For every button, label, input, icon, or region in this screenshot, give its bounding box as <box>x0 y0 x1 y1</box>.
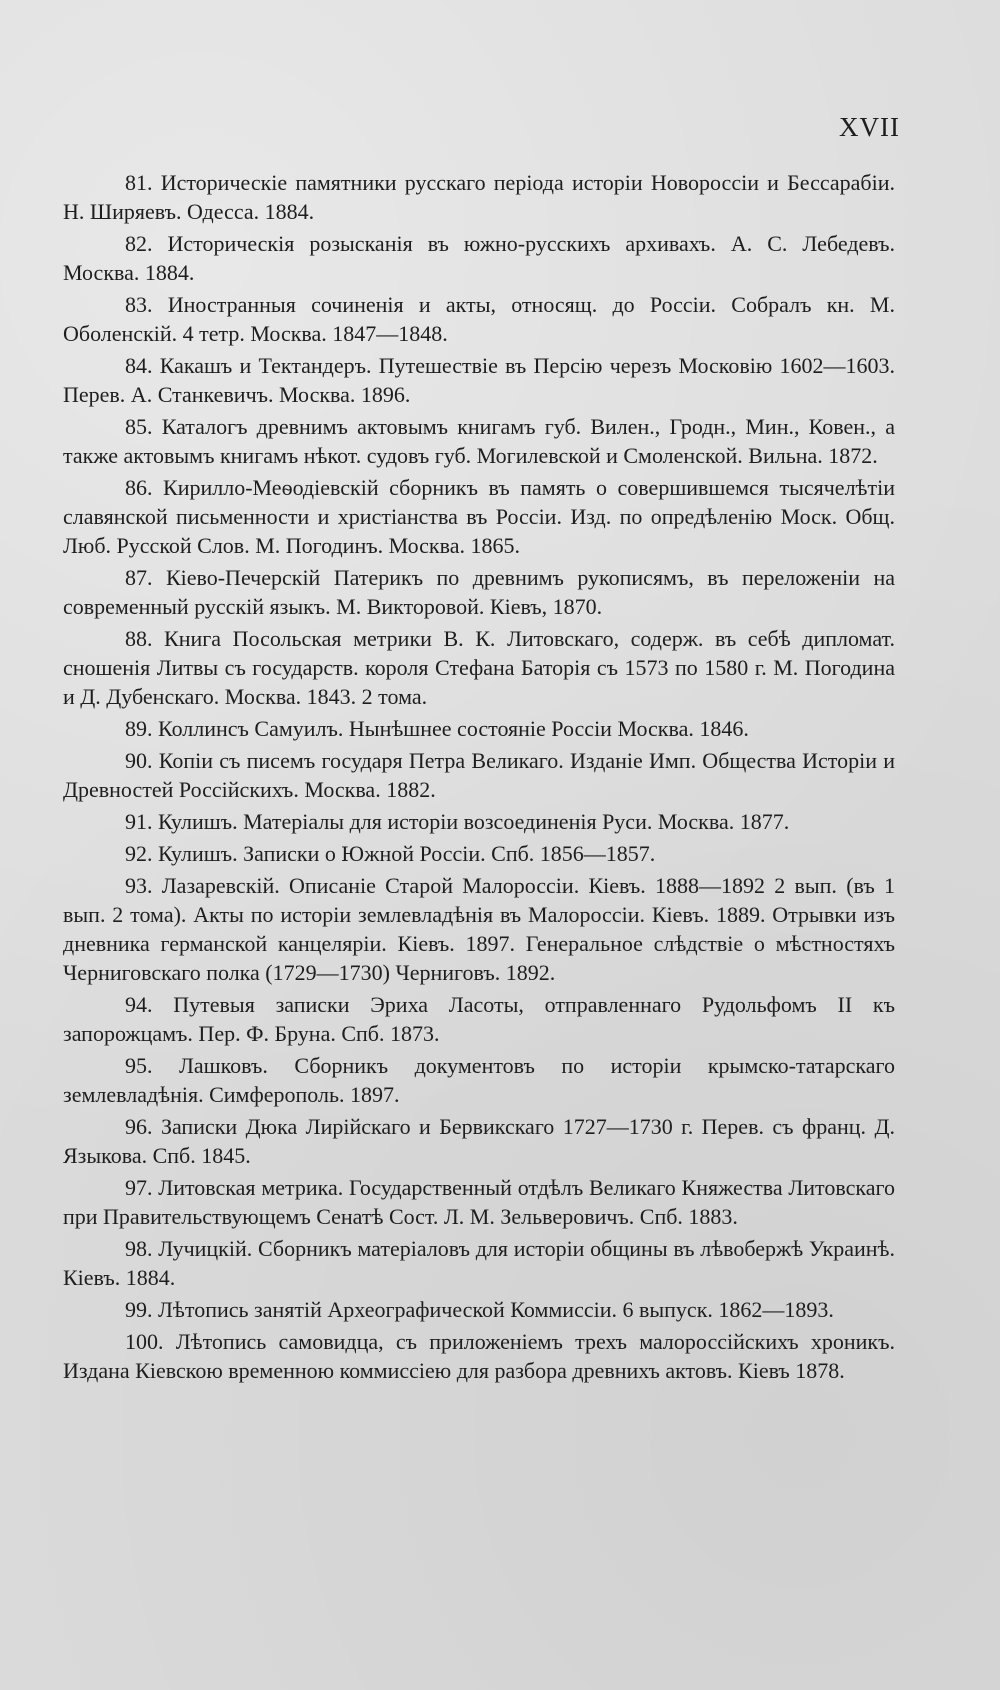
bibliography-entry: 100. Лѣтопись самовидца, съ приложеніемъ трехъ малороссійскихъ хроникъ. Издана Кіевскою временною коммиссіею для разбора древнихъ актовъ. Кіевъ 1878. <box>63 1329 895 1383</box>
bibliography-entry: 90. Копіи съ писемъ государя Петра Великаго. Изданіе Имп. Общества Исторіи и Древностей Россійскихъ. Москва. 1882. <box>63 748 895 802</box>
bibliography-entry: 84. Какашъ и Тектандеръ. Путешествіе въ Персію черезъ Московію 1602—1603. Перев. А. Станкевичъ. Москва. 1896. <box>63 353 895 407</box>
bibliography-entry: 95. Лашковъ. Сборникъ документовъ по исторіи крымско-татарскаго землевладѣнія. Симферополь. 1897. <box>63 1053 895 1107</box>
bibliography-entry: 83. Иностранныя сочиненія и акты, относящ. до Россіи. Собралъ кн. М. Оболенскій. 4 тетр. Москва. 1847—1848. <box>63 292 895 346</box>
bibliography-entry: 85. Каталогъ древнимъ актовымъ книгамъ губ. Вилен., Гродн., Мин., Ковен., а также актовымъ книгамъ нѣкот. судовъ губ. Могилевской и Смоленской. Вильна. 1872. <box>63 414 895 468</box>
bibliography-entry: 88. Книга Посольская метрики В. К. Литовскаго, содерж. въ себѣ дипломат. сношенія Литвы съ государств. короля Стефана Баторія съ 1573 по 1580 г. М. Погодина и Д. Дубенскаго. Москва. 1843. 2 тома. <box>63 626 895 709</box>
bibliography-entry: 92. Кулишъ. Записки о Южной Россіи. Спб. 1856—1857. <box>125 841 656 866</box>
bibliography-entry: 98. Лучицкій. Сборникъ матеріаловъ для исторіи общины въ лѣвобержѣ Украинѣ. Кіевъ. 1884. <box>63 1236 895 1290</box>
bibliography-entry: 91. Кулишъ. Матеріалы для исторіи возсоединенія Руси. Москва. 1877. <box>125 809 790 834</box>
bibliography-entry: 89. Коллинсъ Самуилъ. Нынѣшнее состояніе Россіи Москва. 1846. <box>125 716 749 741</box>
bibliography-entry: 86. Кирилло-Меѳодіевскій сборникъ въ память о совершившемся тысячелѣтіи славянской письменности и христіанства въ Россіи. Изд. по опредѣленію Моск. Общ. Люб. Русской Слов. М. Погодинъ. Москва. 1865. <box>63 475 895 558</box>
bibliography-entry: 81. Историческіе памятники русскаго періода исторіи Новороссіи и Бессарабіи. Н. Ширяевъ. Одесса. 1884. <box>63 170 895 224</box>
bibliography-entry: 93. Лазаревскій. Описаніе Старой Малороссіи. Кіевъ. 1888—1892 2 вып. (въ 1 вып. 2 тома). Акты по исторіи землевладѣнія въ Малороссіи. Кіевъ. 1889. Отрывки изъ дневника германской канцеляріи. Кіевъ. 1897. Генеральное слѣдствіе о мѣстностяхъ Черниговскаго полка (1729—1730) Черниговъ. 1892. <box>63 873 895 985</box>
page-number: XVII <box>839 112 900 142</box>
bibliography-entry: 99. Лѣтопись занятій Археографической Коммиссіи. 6 выпуск. 1862—1893. <box>125 1297 834 1322</box>
bibliography-entry: 94. Путевыя записки Эриха Ласоты, отправленнаго Рудольфомъ II къ запорожцамъ. Пер. Ф. Бруна. Спб. 1873. <box>63 992 895 1046</box>
bibliography-list <box>63 168 895 1388</box>
bibliography-entry: 96. Записки Дюка Лирійскаго и Бервикскаго 1727—1730 г. Перев. съ франц. Д. Языкова. Спб. 1845. <box>63 1114 895 1168</box>
bibliography-entry: 97. Литовская метрика. Государственный отдѣлъ Великаго Княжества Литовскаго при Правительствующемъ Сенатѣ Сост. Л. М. Зельверовичъ. Спб. 1883. <box>63 1175 895 1229</box>
bibliography-entry: 87. Кіево-Печерскій Патерикъ по древнимъ рукописямъ, въ переложеніи на современный русскій языкъ. М. Викторовой. Кіевъ, 1870. <box>63 565 895 619</box>
bibliography-entry: 82. Историческія розысканія въ южно-русскихъ архивахъ. А. С. Лебедевъ. Москва. 1884. <box>63 231 895 285</box>
